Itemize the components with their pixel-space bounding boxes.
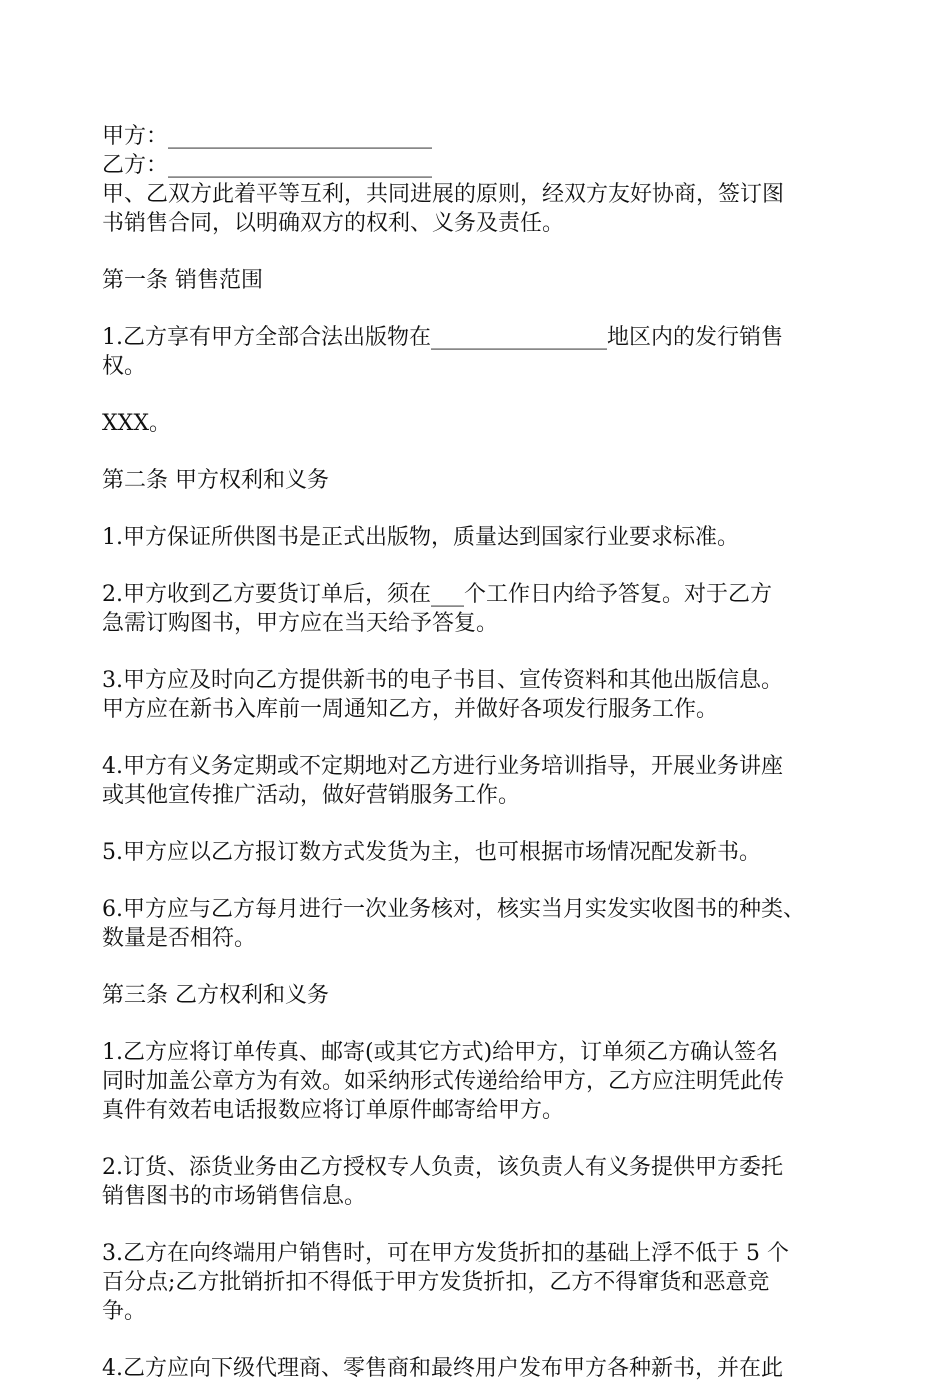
art2-p2-line-2: 急需订购图书，甲方应在当天给予答复。 [102,611,499,636]
art3-p4-line-1: 4.乙方应向下级代理商、零售商和最终用户发布甲方各种新书，并在此 [102,1356,783,1381]
art2-p4-line-2: 或其他宣传推广活动，做好营销服务工作。 [102,783,521,808]
art2-p2-line-1: 2.甲方收到乙方要货订单后，须在___个工作日内给予答复。对于乙方 [102,582,772,607]
art2-p4-line-1: 4.甲方有义务定期或不定期地对乙方进行业务培训指导，开展业务讲座 [102,754,783,779]
art1-p2: XXX。 [102,411,171,436]
art3-p3-line-1: 3.乙方在向终端用户销售时，可在甲方发货折扣的基础上浮不低于 5 个 [102,1241,789,1266]
art3-p2-line-1: 2.订货、添货业务由乙方授权专人负责，该负责人有义务提供甲方委托 [102,1155,783,1180]
party-b-line: 乙方：________________________ [102,153,433,178]
art3-p1-line-3: 真件有效若电话报数应将订单原件邮寄给甲方。 [102,1098,565,1123]
art1-p1-line-2: 权。 [102,354,147,379]
party-a-line: 甲方：________________________ [102,124,433,149]
art3-p3-line-2: 百分点;乙方批销折扣不得低于甲方发货折扣，乙方不得窜货和恶意竞 [102,1270,770,1295]
art2-p6-line-2: 数量是否相符。 [102,926,257,951]
art3-p3-line-3: 争。 [102,1299,147,1324]
article-2-title: 第二条 甲方权利和义务 [102,468,329,493]
art2-p6-line-1: 6.甲方应与乙方每月进行一次业务核对，核实当月实发实收图书的种类、 [102,897,805,922]
art2-p5: 5.甲方应以乙方报订数方式发货为主，也可根据市场情况配发新书。 [102,840,761,865]
art1-p1-line-1: 1.乙方享有甲方全部合法出版物在________________地区内的发行销售 [102,325,783,350]
art2-p1: 1.甲方保证所供图书是正式出版物，质量达到国家行业要求标准。 [102,525,739,550]
article-3-title: 第三条 乙方权利和义务 [102,983,329,1008]
art3-p2-line-2: 销售图书的市场销售信息。 [102,1184,367,1209]
art3-p1-line-1: 1.乙方应将订单传真、邮寄(或其它方式)给甲方，订单须乙方确认签名 [102,1040,779,1065]
art2-p3-line-1: 3.甲方应及时向乙方提供新书的电子书目、宣传资料和其他出版信息。 [102,668,783,693]
article-1-title: 第一条 销售范围 [102,268,263,293]
intro-line-2: 书销售合同，以明确双方的权利、义务及责任。 [102,211,565,236]
contract-document [102,122,872,1383]
art2-p3-line-2: 甲方应在新书入库前一周通知乙方，并做好各项发行服务工作。 [102,697,719,722]
art3-p1-line-2: 同时加盖公章方为有效。如采纳形式传递给给甲方，乙方应注明凭此传 [102,1069,785,1094]
intro-line-1: 甲、乙双方此着平等互利，共同进展的原则，经双方友好协商，签订图 [102,182,785,207]
